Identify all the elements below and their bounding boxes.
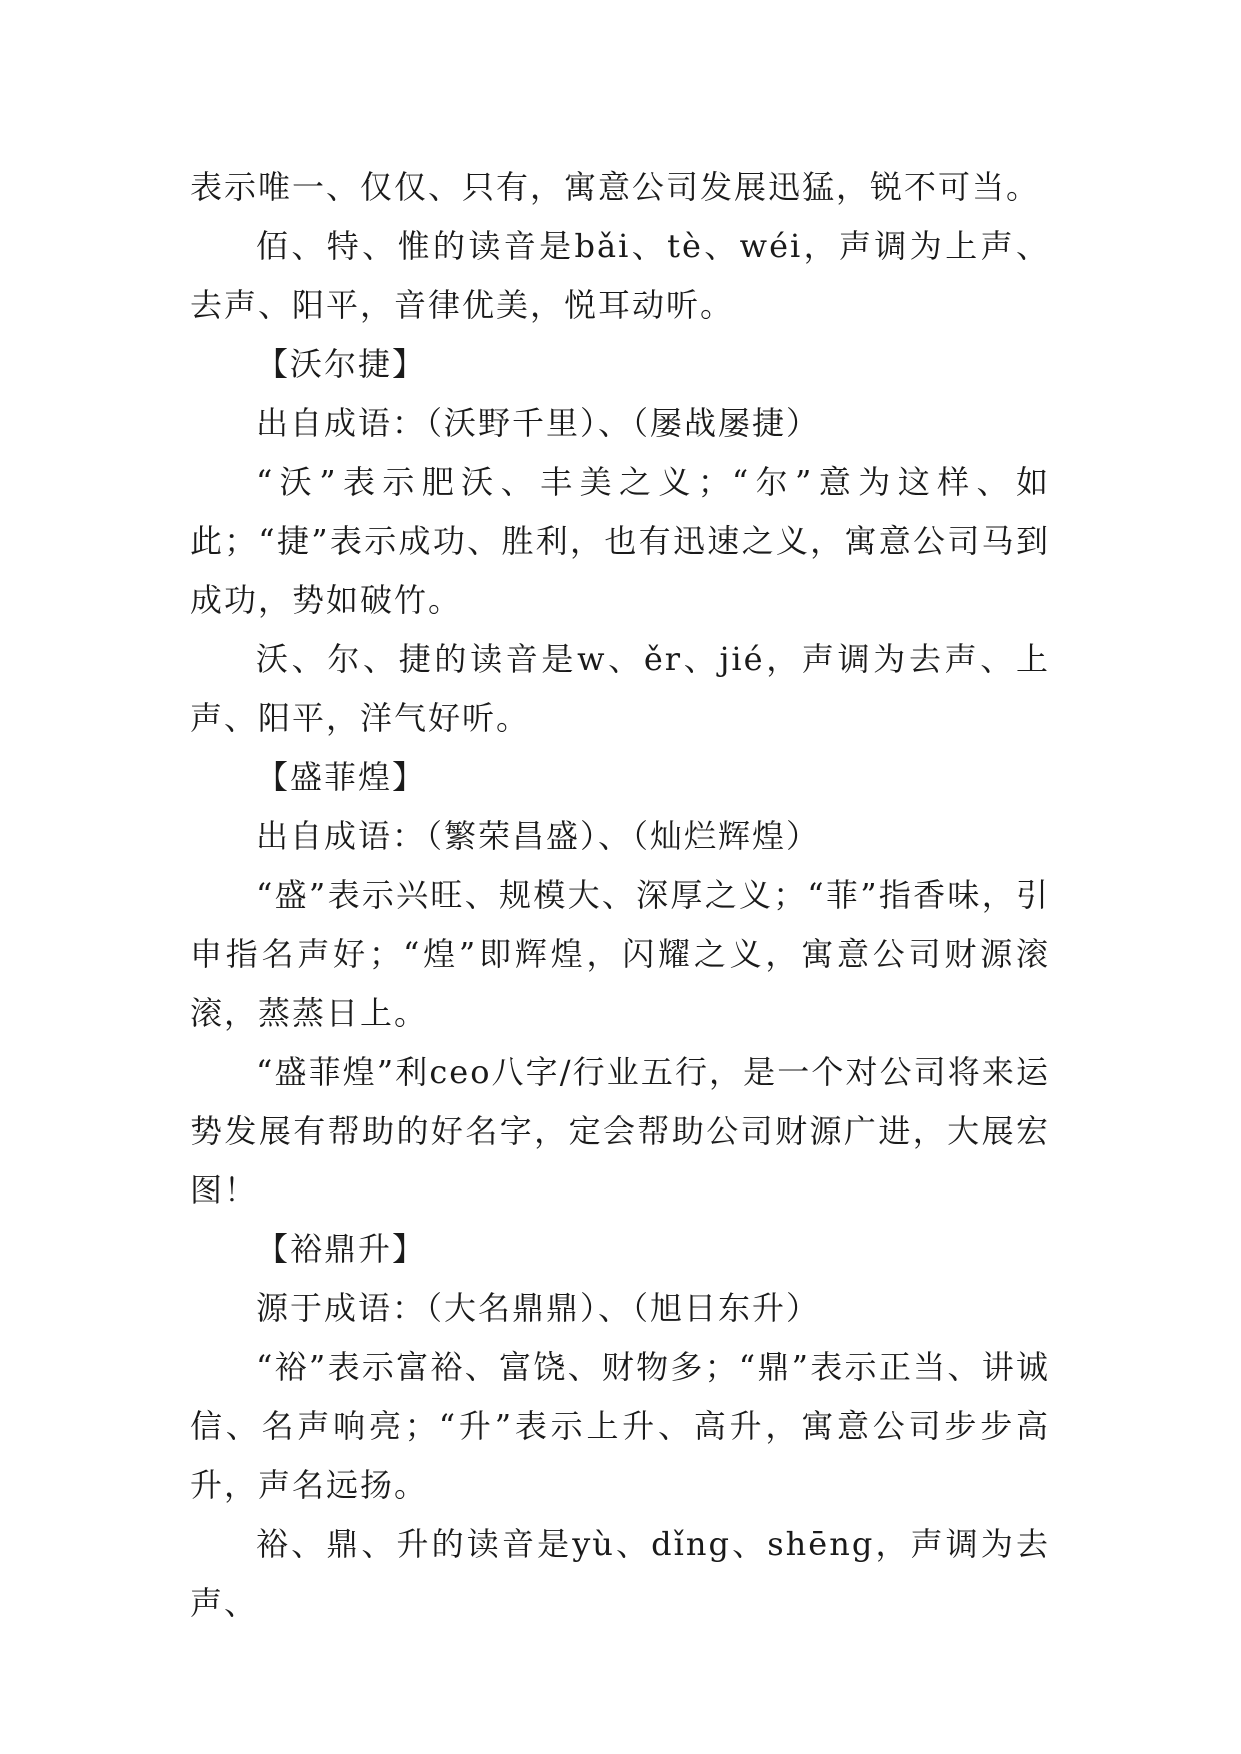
- paragraph-pronunciation-1: 沃、尔、捷的读音是w、ěr、jié，声调为去声、上声、阳平，洋气好听。: [190, 640, 1050, 737]
- paragraph-idiom-source-3: 源于成语：（大名鼎鼎）、（旭日东升）: [256, 1289, 821, 1327]
- paragraph-idiom-source-1: 出自成语：（沃野千里）、（屡战屡捷）: [256, 404, 821, 442]
- paragraph-meaning-3: “裕”表示富裕、富饶、财物多；“鼎”表示正当、讲诚信、名声响亮；“升”表示上升、高升，寓意公司步步高升，声名远扬。: [190, 1348, 1050, 1504]
- section-heading-woerjie: 【沃尔捷】: [256, 345, 427, 383]
- paragraph-meaning-2: “盛”表示兴旺、规模大、深厚之义；“菲”指香味，引申指名声好；“煌”即辉煌，闪耀之义，寓意公司财源滚滚，蒸蒸日上。: [190, 876, 1050, 1032]
- paragraph-evaluation-2: “盛菲煌”利ceo八字/行业五行，是一个对公司将来运势发展有帮助的好名字，定会帮助公司财源广进，大展宏图！: [190, 1053, 1050, 1209]
- body-text: [190, 158, 1050, 1633]
- paragraph-2: 佰、特、惟的读音是bǎi、tè、wéi，声调为上声、去声、阳平，音律优美，悦耳动听。: [190, 227, 1050, 324]
- section-heading-yudingsheng: 【裕鼎升】: [256, 1230, 427, 1268]
- section-heading-shengfeihuang: 【盛菲煌】: [256, 758, 427, 796]
- paragraph-meaning-1: “沃”表示肥沃、丰美之义；“尔”意为这样、如此；“捷”表示成功、胜利，也有迅速之义，寓意公司马到成功，势如破竹。: [190, 463, 1050, 619]
- paragraph-idiom-source-2: 出自成语：（繁荣昌盛）、（灿烂辉煌）: [256, 817, 821, 855]
- paragraph-1: 表示唯一、仅仅、只有，寓意公司发展迅猛，锐不可当。: [190, 168, 1041, 206]
- paragraph-pronunciation-3: 裕、鼎、升的读音是yù、dǐng、shēng，声调为去声、: [190, 1525, 1050, 1622]
